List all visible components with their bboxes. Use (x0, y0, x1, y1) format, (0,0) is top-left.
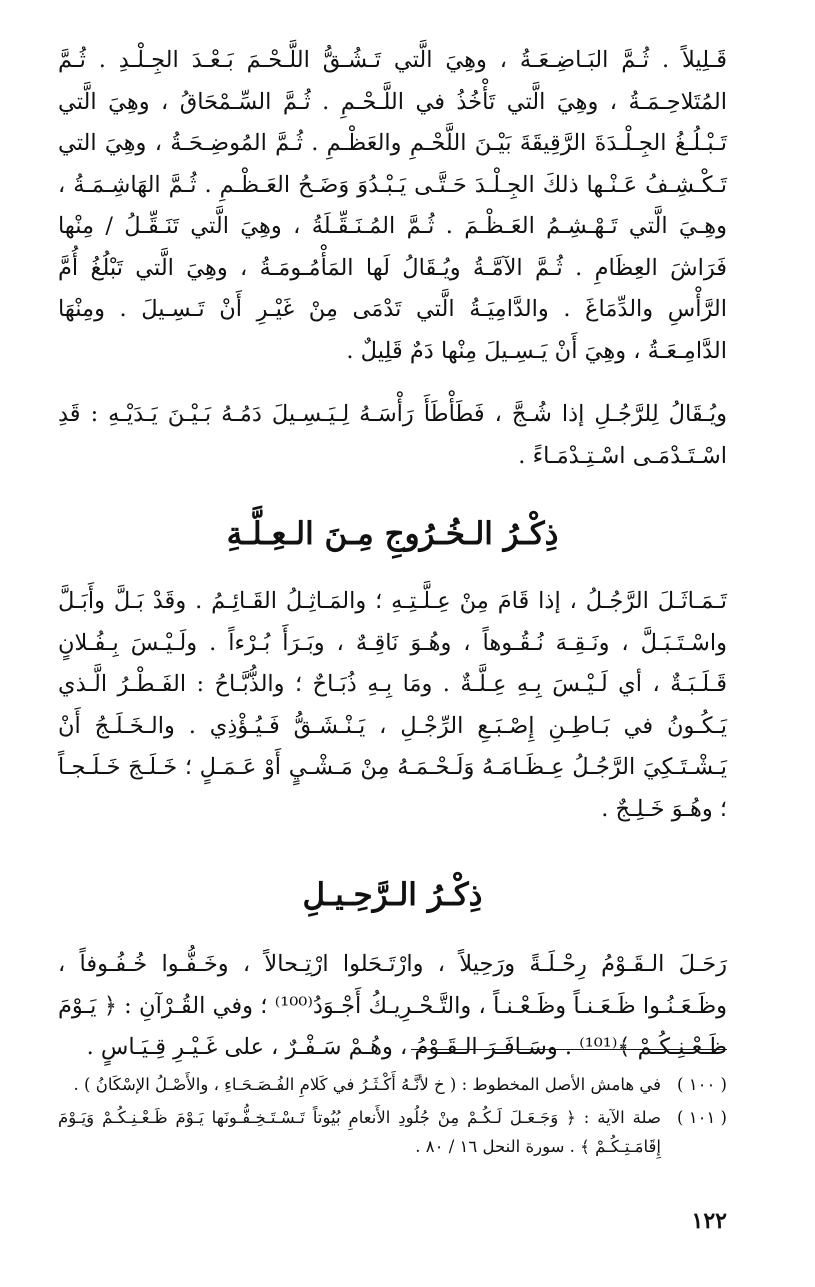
footnote-divider (411, 1049, 727, 1050)
page-number: ١٢٢ (691, 1208, 727, 1234)
footnote-number: ( ١٠١ ) (677, 1108, 727, 1127)
section-heading-recovery: ذِكْـرُ الـخُـرُوجِ مِـنَ الـعِـلَّـةِ (226, 516, 559, 552)
paragraph-wounds: قَـلِيلاً . ثُـمَّ البَـاضِـعَـةُ ، وهِيَ الَّتي تَـشُـقُّ اللَّـحْـمَ بَـعْـدَ الجِـلْـدِ . ثُـمَّ المُتَلاحِـمَـةُ ، وهِيَ الَّتي تَأْخُذُ في اللَّـحْـمِ . ثُـمَّ السِّـمْحَاقُ ، وهِيَ الَّتي تَـبْـلُـغُ الجِـلْـدَةَ الرَّقِيقَةَ بَيْـنَ اللَّحْـمِ والعَظْـمِ . ثُـمَّ المُوضِـحَـةُ ، وهِيَ التي تَـكْـشِـفُ عَـنْـها ذلكَ الجِـلْـدَ حَـتَّـى يَـبْـدُوَ وَضَـحُ العَـظْـمِ . ثُـمَّ الهَاشِـمَـةُ ، وهِـيَ الَّتي تَـهْـشِـمُ العَـظْـمَ . ثُـمَّ المُـنَـقِّـلَةُ ، وهِيَ الَّتي تَنَـقِّـلُ / مِنْها فَرَاشَ العِظَامِ . ثُـمَّ الآمَّـةُ ويُـقَالُ لَها المَأْمُـومَـةُ ، وهِيَ الَّتي تَبْلُغُ أُمَّ الرَّأْسِ والدِّمَاغَ . والدَّامِيَـةُ الَّتي تَدْمَى مِنْ غَيْـرِ أَنْ تَـسِـيلَ . ومِنْهَا الدَّامِـعَـةُ ، وهِيَ أَنْ يَـسِـيلَ مِنْها دَمٌ قَلِيلٌ . (58, 47, 727, 364)
paragraph-departure: رَحَـلَ الـقَـوْمُ رِحْـلَـةً ورَحِيلاً ، وارْتَـحَلوا ارْتِـحالاً ، وخَـفُّـوا خُـفُـوفاً ، وظَـعَـنُـوا ظَـعَـنـاً وظَـعْـنـاً ، والتَّـحْـرِيـكُ أَجْـوَدُ⁽¹⁰⁰⁾ ؛ وفي القُـرْآنِ : ﴿ يَـوْمَ ظَـعْـنِـكُـمْ ﴾⁽¹⁰¹⁾ . وسَـافَـرَ الـقَـوْمُ ، وهُـمْ سَـفْـرٌ ، على غَـيْـرِ قِـيَـاسٍ . (58, 951, 727, 1060)
paragraph-recovery: تَـمَـاثَـلَ الرَّجُـلُ ، إذا قَامَ مِنْ عِـلَّـتِـهِ ؛ والمَـاثِـلُ القَـائِـمُ . وقَدْ بَـلَّ وأَبَـلَّ واسْـتَـبَـلَّ ، ونَـقِـهَ نُـقُـوهاً ، وهُـوَ نَاقِـهٌ ، وبَـرَأَ بُـرْءاً . ولَـيْـسَ بِـفُـلانٍ قَـلَـبَـةٌ ، أي لَـيْـسَ بِـهِ عِـلَّـةٌ . ومَا بِـهِ ذُبَـاحٌ ؛ والذُّبَّـاحُ : الفَـطْـرُ الَّـذي يَـكُـونُ في بَـاطِـنِ إِصْـبَـعِ الرِّجْـلِ ، يَـنْـشَـقُّ فَـيُـؤْذِي . والـخَـلَـجُ أَنْ يَـشْـتَـكِيَ الرَّجُـلُ عِـظَـامَـهُ وَلَـحْـمَـهُ مِنْ مَـشْـيٍ أَوْ عَـمَـلٍ ؛ خَـلَـجَ خَـلَـجـاً ؛ وهُـوَ خَـلِـجٌ . (58, 588, 727, 822)
paragraph-bleeding: ويُـقَالُ لِلرَّجُـلِ إذا شُـجَّ ، فَطَأْطَأَ رَأْسَـهُ لِـيَـسِـيلَ دَمُـهُ بَـيْـنَ يَـدَيْـهِ : قَدِ اسْـتَـدْمَـى اسْـتِـدْمَـاءً . (58, 401, 727, 469)
section-heading-departure: ذِكْـرُ الـرَّحِـيـلِ (302, 877, 483, 913)
footnotes (58, 1070, 727, 1165)
footnote-item (58, 1070, 727, 1099)
footnote-number: ( ١٠٠ ) (677, 1075, 727, 1094)
footnote-text: صلة الآية : ﴿ وَجَـعَـلَ لَـكُـمْ مِنْ جُلُودِ الأَنعامِ بُيُوتاً تَـسْـتَـخِـفُّـونَها يَـوْمَ ظَـعْـنِـكُـمْ وَيَـوْمَ إِقَامَـتِـكُـمْ ﴾ . سورة النحل ١٦ / ٨٠ . (58, 1108, 661, 1156)
footnote-text: في هامش الأصل المخطوط : ( خ لأنَّـهُ أَكْـثَـرُ في كَلامِ الفُـصَـحَـاءِ ، والأَصْـلُ الإسْكَانُ ) . (73, 1075, 661, 1094)
footnote-item (58, 1103, 727, 1161)
